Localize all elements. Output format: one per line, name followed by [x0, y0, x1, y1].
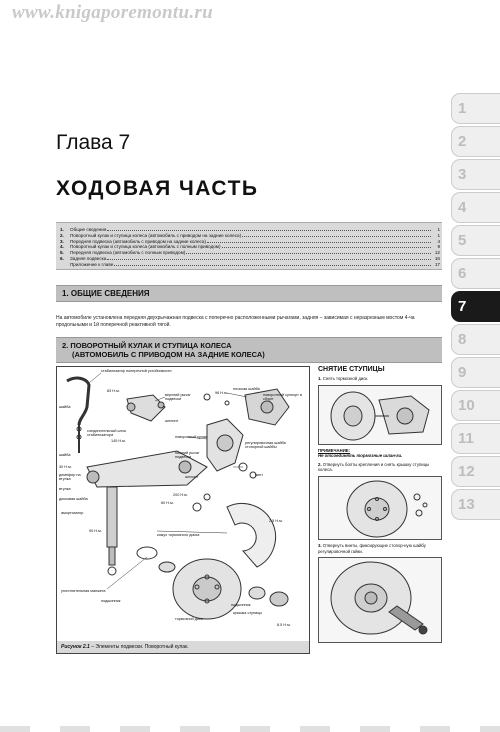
- label-caliper-assembly: поворотный суппорт в сборе: [263, 393, 302, 401]
- chapter-tab-12[interactable]: 12: [451, 456, 500, 487]
- label-cotter-pin-2: шплинт: [185, 475, 199, 479]
- step-1-number: 1.: [318, 376, 322, 381]
- chapter-title: ХОДОВАЯ ЧАСТЬ: [56, 177, 259, 200]
- chapter-tab-10[interactable]: 10: [451, 390, 500, 421]
- label-torque-8-5: 8.5 Н.м.: [277, 623, 291, 627]
- image-disc-removal: [318, 385, 442, 445]
- note-text: Не отсоединять тормозные шлан-ги.: [318, 453, 403, 459]
- toc-text: Поворотный кулак и ступица колеса (автомобиль с полным приводом): [70, 244, 221, 250]
- toc-leader-dots: [107, 227, 431, 231]
- label-torque-200: 200 Н.м.: [173, 493, 188, 497]
- label-bolt: винт: [255, 473, 263, 477]
- label-seal: уплотнительная манжета: [61, 589, 106, 593]
- label-torque-145: 145 Н.м.: [111, 439, 126, 443]
- step-3-number: 3.: [318, 542, 322, 548]
- label-bushing: втулка: [59, 487, 71, 491]
- chapter-tab-9[interactable]: 9: [451, 357, 500, 388]
- table-of-contents: [56, 222, 442, 270]
- step-1-text: Снять тормозной диск.: [322, 376, 369, 381]
- label-damper-bushing: демпфер на втулка: [59, 473, 81, 481]
- toc-page: 12: [434, 250, 440, 256]
- step-3: [318, 543, 442, 554]
- section-heading-general: 1. ОБЩИЕ СВЕДЕНИЯ: [56, 285, 442, 302]
- step-2: [318, 462, 442, 473]
- toc-number: 2.: [60, 232, 64, 238]
- note-title: ПРИМЕЧАНИЕ:: [318, 447, 351, 453]
- label-torque-30: 30 Н.м.: [59, 465, 72, 469]
- label-adjusting-washer: регулировочная шайба стопорной шайбы: [245, 441, 286, 449]
- step-1: [318, 376, 442, 382]
- toc-page: 1: [437, 232, 440, 238]
- chapter-label: Глава 7: [56, 131, 131, 154]
- chapter-tab-11[interactable]: 11: [451, 423, 500, 454]
- suspension-drawing: [57, 367, 309, 641]
- toc-number: 4.: [60, 244, 64, 250]
- label-bearing: подшипник: [101, 599, 121, 603]
- figure-caption: [57, 641, 309, 653]
- toc-page: 9: [437, 244, 440, 250]
- chapter-tab-7[interactable]: 7: [451, 291, 500, 322]
- toc-text: Передняя подвеска (автомобиль с полным приводом): [70, 250, 186, 256]
- toc-page: 17: [434, 261, 440, 267]
- toc-text: Общие сведения: [70, 227, 107, 232]
- figure-caption-text: – Элементы подвески. Поворотный кулак.: [89, 644, 189, 650]
- chapter-tab-13[interactable]: 13: [451, 489, 500, 520]
- label-torque-90: 90 Н.м.: [89, 529, 102, 533]
- label-steering-knuckle: поворотный кулак: [175, 435, 207, 439]
- label-flat-washer: плоская шайба: [233, 387, 260, 391]
- label-disc-cover: кожух тормозного диска: [157, 533, 200, 537]
- watermark-url: www.knigaporemontu.ru: [12, 2, 213, 23]
- toc-leader-dots: [186, 250, 431, 254]
- step-2-text: Отвернуть болты крепления и снять крышку ступицы колеса.: [318, 461, 430, 473]
- section-general-text: На автомобиле установлена передняя двухрычажная подвеска с поперечно расположенными рычагами, задняя – зависимая с неразрезным мостом 4-ча продольными и 1й поперечной реактивной тягой.: [56, 315, 415, 328]
- chapter-tab-4[interactable]: 4: [451, 192, 500, 223]
- disc-removal-drawing: [319, 386, 441, 444]
- label-torque-96: 96 Н.м.: [215, 391, 228, 395]
- toc-text: Передняя подвеска (автомобиль с приводом на задние колеса): [70, 238, 206, 244]
- hub-removal-heading: СНЯТИЕ СТУПИЦЫ: [318, 366, 385, 373]
- label-upper-arm: верхний рычаг подвески: [165, 393, 191, 401]
- label-torque-60: 60 Н.м.: [161, 501, 174, 505]
- toc-leader-dots: [107, 256, 431, 260]
- toc-number: 3.: [60, 238, 64, 244]
- label-washer-left-2: шайба: [59, 453, 71, 457]
- toc-number: 5.: [60, 250, 64, 256]
- figure-suspension-exploded: [56, 366, 310, 654]
- figure-caption-number: Рисунок 2.1: [61, 644, 90, 650]
- bottom-strip: [0, 726, 500, 732]
- section-heading-knuckle-line2: (АВТОМОБИЛЬ С ПРИВОДОМ НА ЗАДНИЕ КОЛЕСА): [72, 350, 265, 359]
- chapter-tabs: [451, 93, 500, 522]
- toc-number: 6.: [60, 255, 64, 261]
- label-hub-cap: крышка ступицы: [233, 611, 263, 615]
- step-3-text: Отвернуть винты, фиксирующие стопор-ную шайбу регулировочной гайки.: [318, 542, 426, 554]
- label-stabilizer: стабилизатор поперечной устойчивости: [101, 369, 172, 373]
- label-disc-washer: дисковая шайба: [59, 497, 88, 501]
- note-box: [318, 448, 442, 459]
- chapter-tab-3[interactable]: 3: [451, 159, 500, 190]
- toc-leader-dots: [242, 233, 431, 237]
- image-hub-cap-removal: [318, 476, 442, 540]
- chapter-tab-6[interactable]: 6: [451, 258, 500, 289]
- chapter-tab-8[interactable]: 8: [451, 324, 500, 355]
- label-stabilizer-link: соединительный шток стабилизатора: [87, 429, 127, 437]
- section-heading-knuckle-line1: 2. ПОВОРОТНЫЙ КУЛАК И СТУПИЦА КОЛЕСА: [62, 341, 232, 350]
- chapter-tab-5[interactable]: 5: [451, 225, 500, 256]
- lock-washer-drawing: [319, 558, 441, 642]
- toc-text: Приложение к главе: [70, 261, 114, 267]
- chapter-tab-2[interactable]: 2: [451, 126, 500, 157]
- toc-page: 16: [434, 255, 440, 261]
- chapter-tab-1[interactable]: 1: [451, 93, 500, 124]
- toc-leader-dots: [207, 239, 431, 243]
- hub-cap-drawing: [319, 477, 441, 539]
- toc-leader-dots: [114, 262, 431, 266]
- label-washer-left: шайба: [59, 405, 71, 409]
- step-2-number: 2.: [318, 461, 322, 467]
- toc-number: 1.: [60, 227, 64, 232]
- toc-page: 1: [437, 227, 440, 232]
- hub-removal-column: [318, 366, 442, 643]
- toc-text: Задняя подвеска: [70, 255, 107, 261]
- label-cotter-pin-1: шплинт: [165, 419, 179, 423]
- label-shock-absorber: амортизатор: [61, 511, 84, 515]
- image-lock-washer: [318, 557, 442, 643]
- label-lower-arm: нижний рычаг подвески: [175, 451, 200, 459]
- toc-page: 4: [437, 238, 440, 244]
- section-heading-knuckle: [56, 337, 442, 363]
- label-bearing-2: подшипник: [231, 603, 251, 607]
- label-brake-disc: тормозной диск: [175, 617, 203, 621]
- label-torque-2-5: 2.5 Н.м.: [269, 519, 283, 523]
- label-torque-83: 83 Н.м.: [107, 389, 120, 393]
- toc-leader-dots: [222, 244, 432, 248]
- toc-text: Поворотный кулак и ступица колеса (автомобиль с приводом на задние колеса): [70, 232, 242, 238]
- toc-row[interactable]: [60, 262, 440, 268]
